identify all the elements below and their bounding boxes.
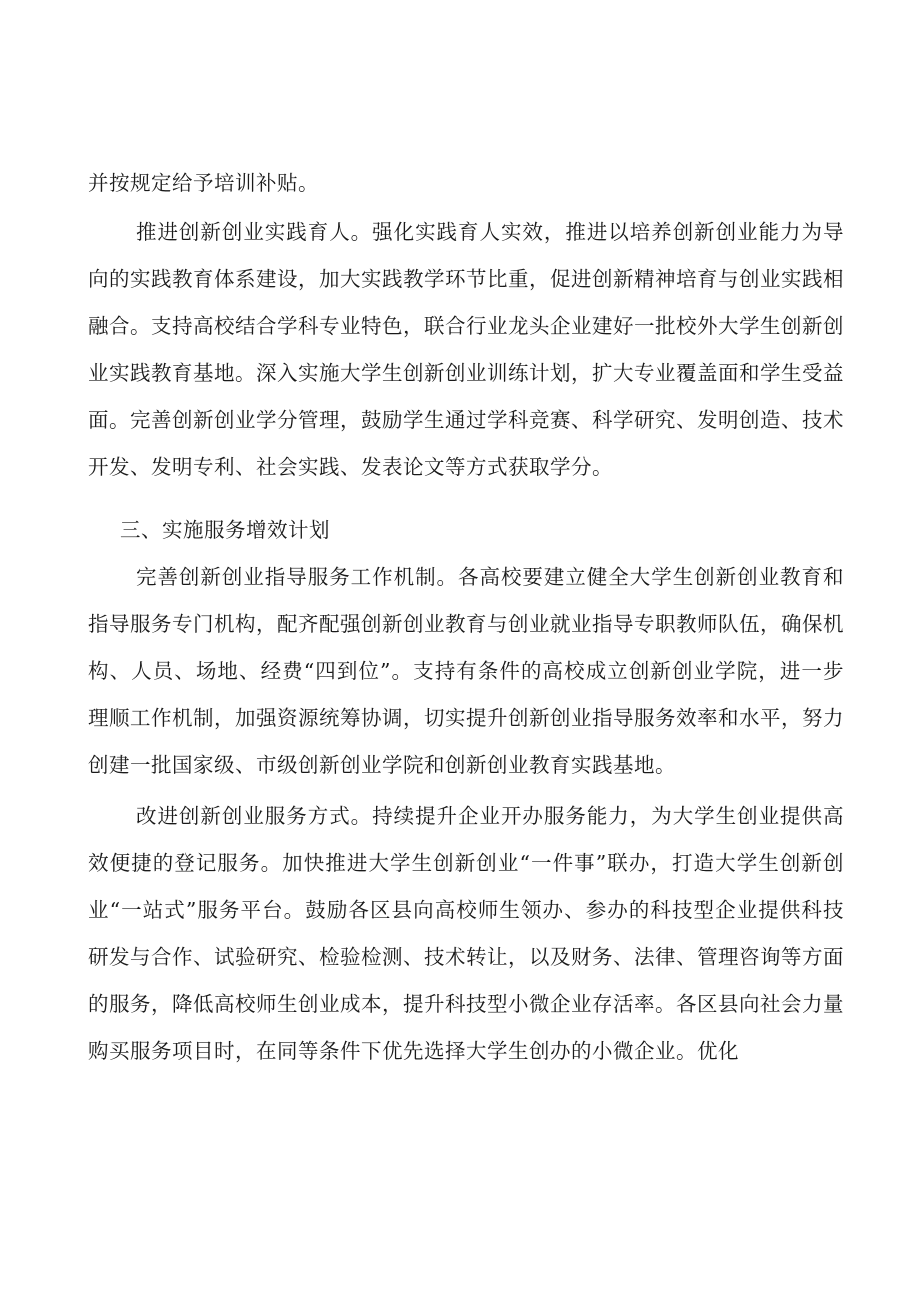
document-body xyxy=(88,160,844,1075)
paragraph-training-subsidy: 并按规定给予培训补贴。 xyxy=(88,171,319,195)
paragraph-practice-education: 推进创新创业实践育人。强化实践育人实效，推进以培养创新创业能力为导向的实践教育体系建设，加大实践教学环节比重，促进创新精神培育与创业实践相融合。支持高校结合学科专业特色，联合行业龙头企业建好一批校外大学生创新创业实践教育基地。深入实施大学生创新创业训练计划，扩大专业覆盖面和学生受益面。完善创新创业学分管理，鼓励学生通过学科竞赛、科学研究、发明创造、技术开发、发明专利、社会实践、发表论文等方式获取学分。 xyxy=(88,220,844,479)
paragraph-guidance-mechanism: 完善创新创业指导服务工作机制。各高校要建立健全大学生创新创业教育和指导服务专门机构，配齐配强创新创业教育与创业就业指导专职教师队伍，确保机构、人员、场地、经费“四到位”。支持有条件的高校成立创新创业学院，进一步理顺工作机制，加强资源统筹协调，切实提升创新创业指导服务效率和水平，努力创建一批国家级、市级创新创业学院和创新创业教育实践基地。 xyxy=(88,565,844,777)
paragraph-service-methods: 改进创新创业服务方式。持续提升企业开办服务能力，为大学生创业提供高效便捷的登记服务。加快推进大学生创新创业“一件事”联办，打造大学生创新创业“一站式”服务平台。鼓励各区县向高校师生领办、参办的科技型企业提供科技研发与合作、试验研究、检验检测、技术转让，以及财务、法律、管理咨询等方面的服务，降低高校师生创业成本，提升科技型小微企业存活率。各区县向社会力量购买服务项目时，在同等条件下优先选择大学生创办的小微企业。优化 xyxy=(88,804,844,1063)
section-heading-service-plan: 三、实施服务增效计划 xyxy=(120,518,330,542)
